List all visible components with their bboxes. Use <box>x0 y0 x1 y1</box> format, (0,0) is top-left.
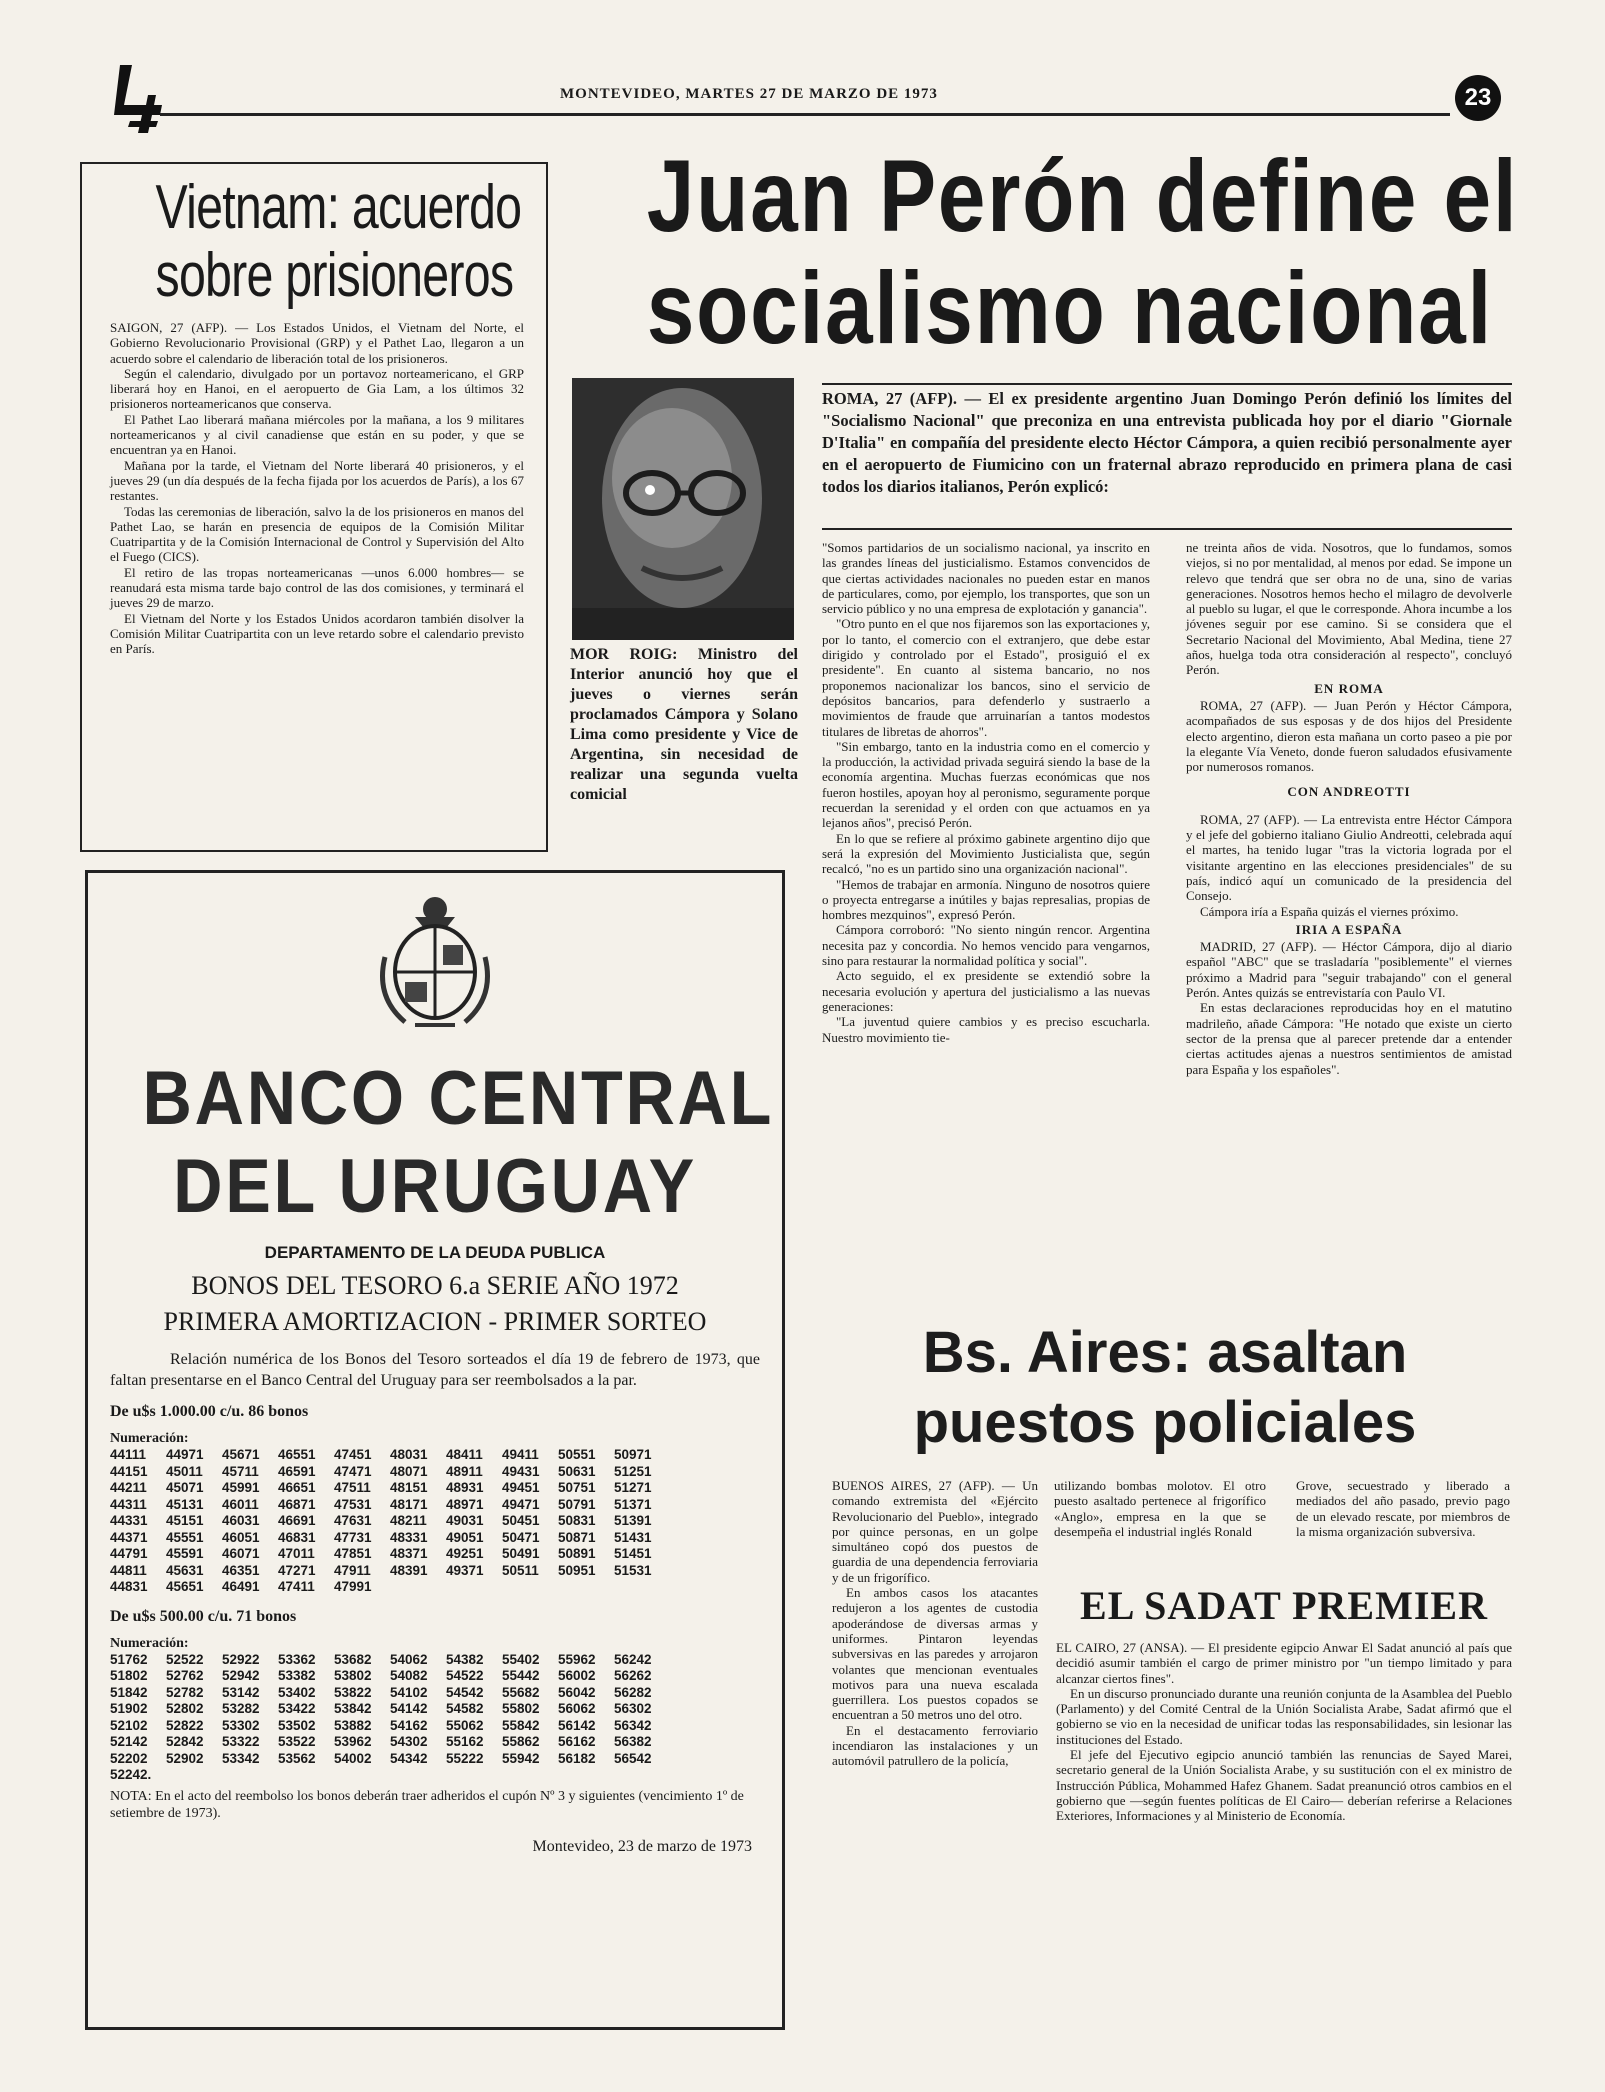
peron-paragraph: "Sin embargo, tanto en la industria como en el comercio y la producción, la actividad privada seguirá siendo la base de la economía argentina. Muchas fuerzas económicas que nos fueron hostiles, apoyan hoy al peronismo, seguramente porque recuerdan la serenidad y el orden con que actuamos en ya lejanos años", precisó Perón. <box>822 738 1150 831</box>
bsas-column-1 <box>832 1478 1038 1769</box>
bond-number: 49371 <box>446 1562 484 1578</box>
bond-number: 55062 <box>446 1717 484 1733</box>
bond-number: 50971 <box>614 1447 652 1462</box>
bsas-headline-line1: Bs. Aires: asaltan <box>922 1320 1408 1385</box>
photo-caption: MOR ROIG: Ministro del Interior anunció hoy que el jueves o viernes serán proclamados Cámpora y Solano Lima como presidente y Vice de Argentina, sin necesidad de realizar una segunda vuelta comicial <box>570 646 798 803</box>
bond-number: 52822 <box>166 1717 204 1733</box>
bond-number: 56342 <box>614 1717 652 1733</box>
group1-title: De u$s 1.000.00 c/u. 86 bonos <box>110 1403 309 1420</box>
banco-title-line1: BANCO CENTRAL <box>142 1056 775 1141</box>
bond-number: 45551 <box>166 1529 204 1545</box>
bond-number: 52242. <box>110 1767 152 1782</box>
header-rule <box>160 113 1450 116</box>
bond-number: 49051 <box>446 1529 484 1545</box>
bond-number: 51531 <box>614 1562 652 1578</box>
bond-number: 52102 <box>110 1717 148 1733</box>
bond-number: 45631 <box>166 1562 204 1578</box>
peron-paragraph: Acto seguido, el ex presidente se extendió sobre la necesaria evolución y apertura del justicialismo a las nuevas generaciones: <box>822 968 1150 1014</box>
bond-number: 55842 <box>502 1717 540 1733</box>
bond-number: 48171 <box>390 1496 428 1512</box>
group1-label: Numeración: <box>110 1431 189 1446</box>
peron-paragraph: "Somos partidarios de un socialismo nacional, ya inscrito en las grandes líneas del justicialismo. Estamos convencidos de que ciertas actividades nacionales no pueden estar en manos de particulares, como, por ejemplo, los transportes, que son un servicio público y no una empresa de explotación y ganancia". <box>822 540 1150 617</box>
bond-number: 45651 <box>166 1579 204 1594</box>
bsas-paragraph: Grove, secuestrado y liberado a mediados del año pasado, previo pago de un elevado rescate, por miembros de la misma organización subversiva. <box>1296 1478 1510 1539</box>
bond-number: 45991 <box>222 1480 260 1495</box>
bond-number: 48071 <box>390 1463 428 1479</box>
bond-number: 54142 <box>390 1701 428 1716</box>
bond-number: 52762 <box>166 1668 204 1683</box>
bond-number: 46071 <box>222 1546 260 1561</box>
bond-number: 45671 <box>222 1447 260 1462</box>
bond-number: 51251 <box>614 1463 652 1479</box>
bond-number: 53962 <box>334 1734 372 1749</box>
bsas-paragraph: BUENOS AIRES, 27 (AFP). — Un comando extremista del «Ejército Revolucionario del Pueblo», integrado por quince personas, en un golpe simultáneo copó dos puestos de guardia de una dependencia ferroviaria y de un frigorífico. <box>832 1478 1038 1585</box>
bond-number: 52802 <box>166 1701 204 1716</box>
bsas-column-3 <box>1296 1478 1510 1539</box>
bond-number: 56282 <box>614 1684 652 1700</box>
bond-number: 47011 <box>278 1546 315 1561</box>
bond-number: 49451 <box>502 1480 540 1495</box>
bond-number: 47991 <box>334 1579 372 1594</box>
bond-number: 54102 <box>390 1684 428 1700</box>
bond-number: 49251 <box>446 1546 484 1561</box>
subhead-en-roma: EN ROMA <box>1314 680 1384 696</box>
bond-number: 52782 <box>166 1684 204 1700</box>
bond-number: 51391 <box>614 1513 652 1528</box>
bond-number: 48411 <box>446 1447 483 1462</box>
vietnam-paragraph: El Pathet Lao liberará mañana miércoles por la mañana, a los 9 militares norteamericanos y al civil canadiense que están en su poder, y que se encuentran ya en Hanoi. <box>110 411 524 458</box>
lead-bottom-rule <box>822 528 1512 530</box>
peron-paragraph: ROMA, 27 (AFP). — La entrevista entre Héctor Cámpora y el jefe del gobierno italiano Giulio Andreotti, celebrada aquí el martes, ha tenido lugar "tras la victoria lograda por el visitante argentino en las elecciones presidenciales" de su país, indicó aquí un comunicado de la presidencia del Consejo. <box>1186 811 1512 904</box>
bond-number: 46551 <box>278 1447 316 1462</box>
newspaper-logo <box>110 55 170 135</box>
bond-number: 48391 <box>390 1562 428 1578</box>
bond-number: 50491 <box>502 1546 540 1561</box>
bond-number: 51762 <box>110 1651 148 1667</box>
bond-number: 49471 <box>502 1496 540 1512</box>
bond-number: 53502 <box>278 1717 316 1733</box>
peron-headline <box>570 140 1530 364</box>
group2-label: Numeración: <box>110 1635 189 1651</box>
bsas-paragraph: En ambos casos los atacantes redujeron a los agentes de custodia apoderándose de diversas armas y uniformes. Pintaron leyendas subversivas en las paredes y arrojaron volantes que mencionan eventuales motivos para una nueva escalada guerrillera. Los puestos copados se encuentran a 50 metros uno del otro. <box>832 1585 1038 1723</box>
peron-paragraph: "Hemos de trabajar en armonía. Ninguno de nosotros quiere o proyecta entregarse a inútiles y bajas represalias, propias de hombres mezquinos", expresó Perón. <box>822 876 1150 923</box>
bsas-paragraph: En el destacamento ferroviario incendiaron las instalaciones y un automóvil patrullero de la policía, <box>832 1722 1038 1769</box>
bond-number: 46691 <box>278 1513 316 1528</box>
bond-number: 55222 <box>446 1750 484 1766</box>
bond-number: 50471 <box>502 1529 540 1545</box>
bond-number: 52922 <box>222 1651 260 1667</box>
banco-title <box>110 1055 775 1231</box>
peron-lead: ROMA, 27 (AFP). — El ex presidente argentino Juan Domingo Perón definió los límites del "Socialismo Nacional" que preconiza en una entrevista publicada hoy por el diario "Giornale D'Italia" en compañía del presidente electo Héctor Cámpora, a quien recibió personalmente ayer en el aeropuerto de Fiumicino con un fraternal abrazo reproducido en primera plana de casi todos los diarios italianos, Perón explicó: <box>822 389 1512 496</box>
page-number-badge <box>1455 75 1501 121</box>
bond-number: 56542 <box>614 1750 652 1766</box>
bond-number: 48151 <box>390 1480 428 1495</box>
bond-number: 54342 <box>390 1750 428 1766</box>
bond-number: 44371 <box>110 1529 148 1545</box>
peron-paragraph: ROMA, 27 (AFP). — Juan Perón y Héctor Cámpora, acompañados de sus esposas y de dos hijos del Presidente electo argentino, dieron esta mañana un corto paseo a pie por la elegante Vía Veneto, donde fueron saludados efusivamente por numerosos romanos. <box>1186 697 1512 775</box>
bond-number: 53342 <box>222 1750 260 1766</box>
bond-number: 46651 <box>278 1480 316 1495</box>
banco-title-line2: DEL URUGUAY <box>173 1144 697 1229</box>
banco-central-ad <box>85 870 785 2030</box>
bond-number: 50951 <box>558 1562 596 1578</box>
bond-number: 53822 <box>334 1684 372 1700</box>
banco-amortizacion: PRIMERA AMORTIZACION - PRIMER SORTEO <box>163 1307 707 1336</box>
banco-fecha: Montevideo, 23 de marzo de 1973 <box>532 1837 752 1855</box>
bond-number: 44971 <box>166 1447 204 1462</box>
bond-number: 51451 <box>614 1546 652 1561</box>
bond-number: 51802 <box>110 1668 148 1683</box>
bond-number: 47631 <box>334 1513 372 1528</box>
bond-number: 48211 <box>390 1513 427 1528</box>
bond-number: 52142 <box>110 1734 148 1749</box>
bond-number: 55442 <box>502 1668 540 1683</box>
bond-number: 55682 <box>502 1684 540 1700</box>
bond-number: 56182 <box>558 1750 596 1766</box>
bond-number: 49031 <box>446 1513 484 1528</box>
bond-number: 47851 <box>334 1546 372 1561</box>
bond-number: 47471 <box>334 1463 372 1479</box>
bond-number: 50631 <box>558 1463 596 1479</box>
bond-number: 53402 <box>278 1684 316 1700</box>
bond-number: 49431 <box>502 1463 540 1479</box>
peron-paragraph: MADRID, 27 (AFP). — Héctor Cámpora, dijo al diario español "ABC" que se trasladaría "posiblemente" el viernes próximo a Madrid para "seguir trabajando" con el general Perón. Antes quizás se entrevistaría con Paulo VI. <box>1186 939 1512 1001</box>
vietnam-paragraph: El retiro de las tropas norteamericanas —unos 6.000 hombres— se reanudará esta misma tarde bajo control de las dos comisiones, y terminará el jueves 29 de marzo. <box>110 564 524 611</box>
bond-number: 44791 <box>110 1546 148 1561</box>
bond-number: 47731 <box>334 1529 372 1545</box>
bond-number: 53802 <box>334 1668 372 1683</box>
bond-number: 50751 <box>558 1480 596 1495</box>
vietnam-paragraph: Todas las ceremonias de liberación, salvo la de los prisioneros en manos del Pathet Lao, se harán en presencia de equipos de la Comisión Militar Cuatripartita y de la Comisión Internacional de Control y Supervisión del Alto el Fuego (CICS). <box>110 503 524 565</box>
bond-number: 45711 <box>222 1463 259 1479</box>
bond-number: 47531 <box>334 1496 372 1512</box>
peron-paragraph: Cámpora iría a España quizás el viernes próximo. <box>1200 903 1459 919</box>
bond-number: 56262 <box>614 1668 652 1683</box>
bond-number: 55862 <box>502 1734 540 1749</box>
bond-number: 55962 <box>558 1651 596 1667</box>
bond-number: 53302 <box>222 1717 260 1733</box>
bond-number: 55942 <box>502 1750 540 1766</box>
bond-number: 47511 <box>334 1480 371 1495</box>
bond-number: 47451 <box>334 1447 372 1462</box>
bond-number: 54302 <box>390 1734 428 1749</box>
bond-number: 47411 <box>278 1579 315 1594</box>
vietnam-headline-line1: Vietnam: acuerdo <box>155 173 522 242</box>
peron-headline-line2: socialismo nacional <box>646 251 1493 365</box>
banco-department: DEPARTAMENTO DE LA DEUDA PUBLICA <box>264 1243 606 1262</box>
bond-number: 53422 <box>278 1701 316 1716</box>
bond-number: 50791 <box>558 1496 596 1512</box>
bond-number: 48931 <box>446 1480 484 1495</box>
bond-number: 50831 <box>558 1513 596 1528</box>
bond-number: 51431 <box>614 1529 652 1545</box>
bond-number: 54062 <box>390 1651 428 1667</box>
peron-headline-line1: Juan Perón define el <box>646 139 1519 253</box>
bond-number: 53682 <box>334 1651 372 1667</box>
bsas-column-2 <box>1054 1478 1266 1539</box>
bond-number: 50451 <box>502 1513 540 1528</box>
bond-number: 45151 <box>166 1513 204 1528</box>
vietnam-paragraph: El Vietnam del Norte y los Estados Unidos acordaron también disolver la Comisión Militar Cuatripartita con un leve retardo sobre el calendario previsto en París. <box>110 610 524 657</box>
vietnam-headline-line2: sobre prisioneros <box>155 241 514 310</box>
vietnam-headline <box>155 173 522 310</box>
bond-number: 44331 <box>110 1513 148 1528</box>
bond-number: 56302 <box>614 1701 652 1716</box>
bond-number: 45071 <box>166 1480 204 1495</box>
bond-number: 46591 <box>278 1463 316 1479</box>
bond-number: 54002 <box>334 1750 372 1766</box>
bond-number: 45011 <box>166 1463 203 1479</box>
bond-number: 51371 <box>614 1496 652 1512</box>
banco-bonos-series: BONOS DEL TESORO 6.a SERIE AÑO 1972 <box>191 1271 679 1300</box>
bond-number: 45131 <box>166 1496 204 1512</box>
bond-number: 56042 <box>558 1684 596 1700</box>
group2-title: De u$s 500.00 c/u. 71 bonos <box>110 1607 297 1625</box>
sadat-paragraph: EL CAIRO, 27 (ANSA). — El presidente egipcio Anwar El Sadat anunció al país que decidió asumir también el cargo de primer ministro por "un tiempo limitado y para alcanzar ciertos fines". <box>1056 1640 1512 1686</box>
bond-number: 46831 <box>278 1529 316 1545</box>
bond-number: 46871 <box>278 1496 316 1512</box>
bond-number: 50871 <box>558 1529 596 1545</box>
bond-number: 52842 <box>166 1734 204 1749</box>
lead-top-rule <box>822 383 1512 385</box>
bond-number: 46351 <box>222 1562 260 1578</box>
bond-number: 44111 <box>110 1447 147 1462</box>
bond-number: 53142 <box>222 1684 260 1700</box>
bond-number: 53882 <box>334 1717 372 1733</box>
bsas-paragraph: utilizando bombas molotov. El otro puesto asaltado pertenece al frigorífico «Anglo», empresa en la que se desempeña el industrial inglés Ronald <box>1054 1478 1266 1539</box>
bond-number: 55402 <box>502 1651 540 1667</box>
bond-number: 51842 <box>110 1684 148 1700</box>
bond-number: 48031 <box>390 1447 428 1462</box>
bond-number: 49411 <box>502 1447 539 1462</box>
group2-number-grid <box>110 1652 760 1784</box>
vietnam-paragraph: Mañana por la tarde, el Vietnam del Norte liberará 40 prisioneros, y el jueves 29 (un día después de la fecha fijada por los acuerdos de París), a los 67 restantes. <box>110 457 524 504</box>
bond-number: 53382 <box>278 1668 316 1683</box>
bond-number: 53362 <box>278 1651 316 1667</box>
bond-number: 46031 <box>222 1513 260 1528</box>
bond-number: 44831 <box>110 1579 148 1594</box>
bond-number: 56002 <box>558 1668 596 1683</box>
bond-number: 56382 <box>614 1734 652 1749</box>
bond-number: 48911 <box>446 1463 483 1479</box>
bond-number: 56242 <box>614 1651 652 1667</box>
dateline: MONTEVIDEO, MARTES 27 DE MARZO DE 1973 <box>560 86 938 102</box>
mor-roig-photo <box>572 378 794 640</box>
banco-relacion: Relación numérica de los Bonos del Tesoro sorteados el día 19 de febrero de 1973, que faltan presentarse en el Banco Central del Uruguay para ser reembolsados a la par. <box>110 1351 760 1389</box>
peron-paragraph: "Otro punto en el que nos fijaremos son las exportaciones y, por lo tanto, el comercio con el extranjero, que debe estar dirigido y controlado por el Estado", prosiguió el ex presidente". En cuanto al sistema bancario, no nos proponemos nacionalizar los bancos, sino el servicio de depósitos bancarios, para defenderlo y sustraerlo a movimientos de fraude que arruinarían a tantos modestos titulares de libretas de ahorros". <box>822 616 1150 739</box>
bond-number: 44311 <box>110 1496 147 1512</box>
bond-number: 45591 <box>166 1546 204 1561</box>
bond-number: 55802 <box>502 1701 540 1716</box>
bond-number: 44211 <box>110 1480 147 1495</box>
bond-number: 53522 <box>278 1734 316 1749</box>
subhead-iria-a-espana: IRIA A ESPAÑA <box>1295 921 1403 937</box>
bond-number: 48971 <box>446 1496 484 1512</box>
bond-number: 52902 <box>166 1750 204 1766</box>
peron-column-2 <box>1186 540 1512 1077</box>
bond-number: 54522 <box>446 1668 484 1683</box>
bsas-headline-line2: puestos policiales <box>913 1390 1417 1455</box>
peron-paragraph: En lo que se refiere al próximo gabinete argentino dijo que será la expresión del Movimiento Justicialista que, según recalcó, "no es un partido sino una organización nacional". <box>822 830 1150 877</box>
bond-number: 47911 <box>334 1562 371 1578</box>
bond-number: 46011 <box>222 1496 259 1512</box>
bond-number: 56142 <box>558 1717 596 1733</box>
bond-number: 48371 <box>390 1546 428 1561</box>
vietnam-paragraph: Según el calendario, divulgado por un portavoz norteamericano, el GRP liberará hoy en Hanoi, en el aeropuerto de Gia Lam, a los últimos 32 prisioneros norteamericanos que conserva. <box>110 365 524 412</box>
bond-number: 52942 <box>222 1668 260 1683</box>
peron-paragraph: "La juventud quiere cambios y es preciso escucharla. Nuestro movimiento tie- <box>822 1014 1150 1045</box>
bsas-headline <box>820 1318 1510 1458</box>
bond-number: 54582 <box>446 1701 484 1716</box>
bond-number: 44811 <box>110 1562 147 1578</box>
bond-number: 50551 <box>558 1447 596 1462</box>
bond-number: 51902 <box>110 1701 148 1716</box>
bond-number: 50511 <box>502 1562 539 1578</box>
bond-number: 54162 <box>390 1717 428 1733</box>
bond-number: 47271 <box>278 1562 316 1578</box>
bond-number: 54542 <box>446 1684 484 1700</box>
page-number: 23 <box>1464 84 1492 111</box>
group1-number-grid <box>110 1447 760 1596</box>
bond-number: 56062 <box>558 1701 596 1716</box>
bond-number: 46051 <box>222 1529 260 1545</box>
bond-number: 53282 <box>222 1701 260 1716</box>
bond-number: 44151 <box>110 1463 148 1479</box>
vietnam-article-box <box>80 162 548 852</box>
bond-number: 52202 <box>110 1750 148 1766</box>
sadat-paragraph: El jefe del Ejecutivo egipcio anunció también las renuncias de Sayed Marei, secretario general de la Unión Socialista Arabe, y su sustitución con el ex ministro de Instrucción Pública, Mohammed Hafez Ghanem. Sadat preanunció otros cambios en el gobierno que —según fuentes políticas de El Cairo— deberían referirse a Relaciones Exteriores, Informaciones y al Ministerio de Economía. <box>1056 1747 1512 1824</box>
bond-number: 51271 <box>614 1480 652 1495</box>
bond-number: 53842 <box>334 1701 372 1716</box>
vietnam-paragraph: SAIGON, 27 (AFP). — Los Estados Unidos, el Vietnam del Norte, el Gobierno Revolucionario Provisional (GRP) y el Pathet Lao, llegaron a un acuerdo sobre el calendario de liberación total de los prisioneros. <box>110 320 524 366</box>
subhead-con-andreotti: CON ANDREOTTI <box>1287 784 1411 800</box>
bond-number: 48331 <box>390 1529 428 1545</box>
peron-paragraph: Cámpora corroboró: "No siento ningún rencor. Argentina necesita paz y concordia. No hemos vencido para vengarnos, sino para restaurar la normalidad política y social". <box>822 922 1150 969</box>
peron-column-1 <box>822 540 1150 1045</box>
peron-paragraph: ne treinta años de vida. Nosotros, que lo fundamos, somos viejos, si no por mentalidad, al menos por edad. Se impone un relevo que tendrá que ser obra no de una, sino de varias generaciones. Nosotros hemos hecho el milagro de devolverle al pueblo su lugar, el que le corresponde. Ahora incumbe a los jóvenes seguir por ese camino. Si se considera que el Secretario Nacional del Movimiento, Abal Medina, tiene 27 años, huelga toda otra consideración al respecto", concluyó Perón. <box>1186 540 1512 678</box>
bond-number: 53562 <box>278 1750 316 1766</box>
bond-number: 54082 <box>390 1668 428 1683</box>
bond-number: 46491 <box>222 1579 260 1594</box>
peron-paragraph: En estas declaraciones reproducidas hoy en el matutino madrileño, añade Cámpora: "He notado que existe un cierto sector de la prensa que al parecer pretende dar a entender ciertas actitudes ajenas a nuestros sentimientos de amistad para España y los españoles". <box>1186 1000 1512 1077</box>
sadat-paragraph: En un discurso pronunciado durante una reunión conjunta de la Asamblea del Pueblo (Parlamento) y del Comité Central de la Unión Socialista Arabe, Sadat afirmó que el gobierno se vio en la necesidad de unificar todas las responsabilidades, sin lesionar las instituciones del Estado. <box>1056 1685 1512 1747</box>
bond-number: 50891 <box>558 1546 596 1561</box>
bond-number: 55162 <box>446 1734 484 1749</box>
sadat-headline: EL SADAT PREMIER <box>1080 1583 1488 1628</box>
sadat-body <box>1056 1640 1512 1824</box>
bond-number: 56162 <box>558 1734 596 1749</box>
bond-number: 53322 <box>222 1734 260 1749</box>
banco-nota: NOTA: En el acto del reembolso los bonos deberán traer adheridos el cupón Nº 3 y siguientes (vencimiento 1º de setiembre de 1973). <box>110 1788 744 1821</box>
bond-number: 52522 <box>166 1651 204 1667</box>
coat-of-arms-icon <box>375 887 495 1037</box>
bond-number: 54382 <box>446 1651 484 1667</box>
vietnam-body <box>110 320 524 657</box>
